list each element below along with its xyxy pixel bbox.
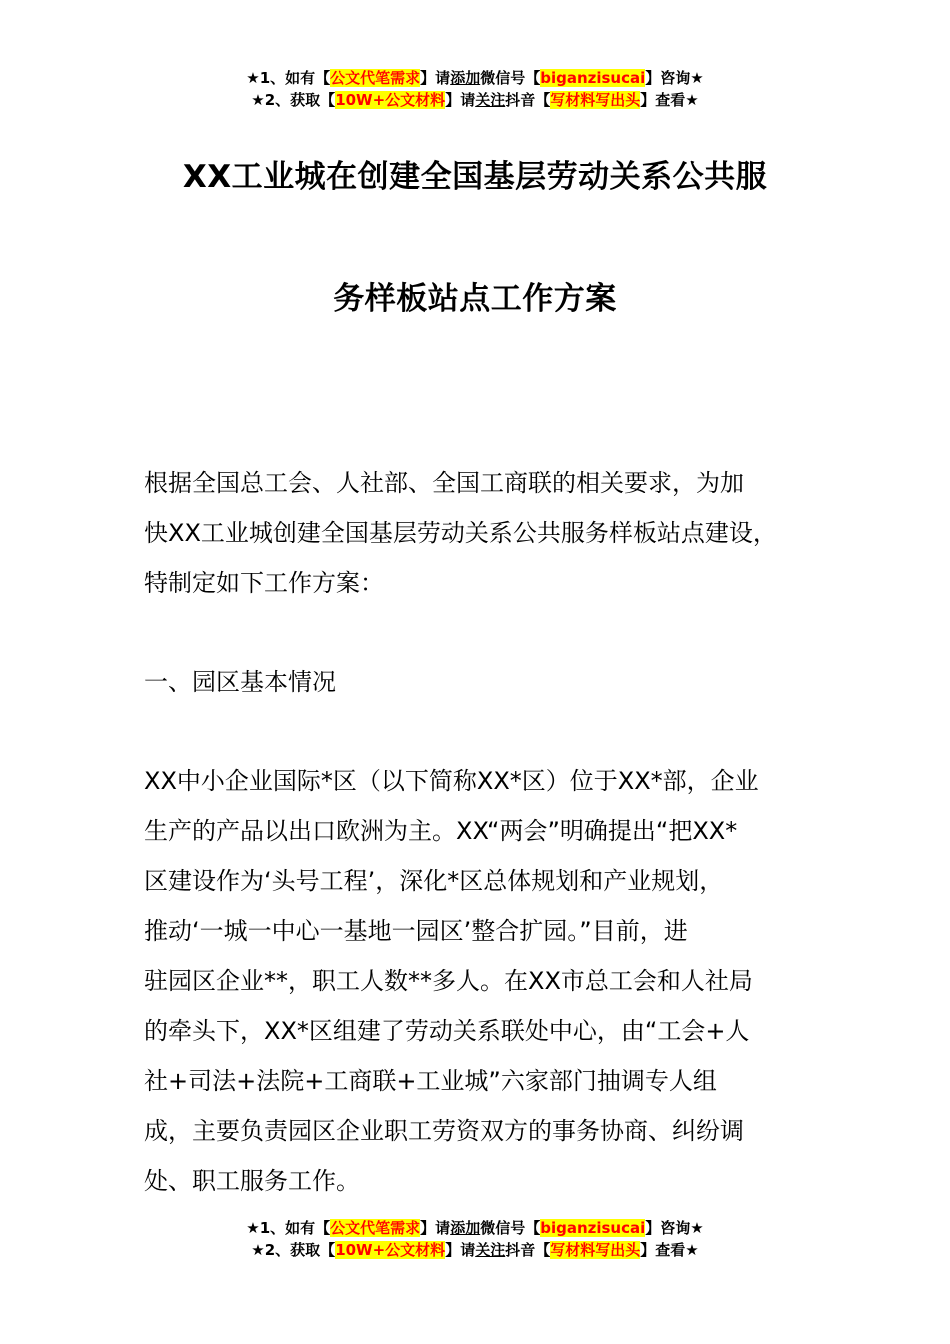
banner-emphasis: 关注: [475, 91, 506, 109]
banner-emphasis: 添加: [450, 69, 481, 87]
bottom-banner: [0, 1217, 950, 1261]
paragraph-line: 特制定如下工作方案：: [144, 569, 384, 597]
banner-line-1: [0, 67, 950, 89]
banner-line-2: [0, 89, 950, 111]
banner-highlight: 写材料写出头: [550, 91, 641, 109]
paragraph-line: 生产的产品以出口欧洲为主。XX“两会”明确提出“把XX*: [144, 817, 738, 845]
document-title-line-1: XX工业城在创建全国基层劳动关系公共服: [182, 159, 768, 195]
paragraph-line: 成，主要负责园区企业职工劳资双方的事务协商、纠纷调: [144, 1117, 744, 1145]
banner-text: ★1、如有【: [246, 69, 331, 87]
banner-text: 抖音【: [505, 1241, 551, 1259]
paragraph-line: 处、职工服务工作。: [144, 1167, 360, 1195]
banner-text: 】请: [420, 69, 451, 87]
top-banner: [0, 67, 950, 111]
document-title-line-2: 务样板站点工作方案: [333, 281, 617, 317]
banner-text: 】查看★: [640, 1241, 699, 1259]
section-heading: 一、园区基本情况: [144, 668, 336, 696]
banner-emphasis: 添加: [450, 1219, 481, 1237]
banner-text: 抖音【: [505, 91, 551, 109]
banner-highlight: 公文代笔需求: [330, 1219, 421, 1237]
banner-highlight: biganzisucai: [540, 69, 646, 87]
intro-paragraph: [144, 458, 834, 608]
banner-text: 微信号【: [480, 69, 541, 87]
banner-text: 】咨询★: [645, 1219, 704, 1237]
banner-line-1: [0, 1217, 950, 1239]
banner-text: ★2、获取【: [251, 91, 336, 109]
banner-text: 】请: [445, 1241, 476, 1259]
banner-text: 】请: [445, 91, 476, 109]
banner-highlight: biganzisucai: [540, 1219, 646, 1237]
banner-emphasis: 关注: [475, 1241, 506, 1259]
paragraph-line: 推动‘一城一中心一基地一园区’整合扩园。”目前，进: [144, 917, 688, 945]
paragraph-line: XX中小企业国际*区（以下简称XX*区）位于XX*部，企业: [144, 767, 759, 795]
paragraph-line: 快XX工业城创建全国基层劳动关系公共服务样板站点建设，: [144, 519, 777, 547]
banner-highlight: 10W+公文材料: [335, 1241, 446, 1259]
banner-text: 】咨询★: [645, 69, 704, 87]
banner-highlight: 10W+公文材料: [335, 91, 446, 109]
paragraph-line: 社+司法+法院+工商联+工业城”六家部门抽调专人组: [144, 1067, 717, 1095]
paragraph-line: 区建设作为‘头号工程’，深化*区总体规划和产业规划，: [144, 867, 724, 895]
banner-text: 】查看★: [640, 91, 699, 109]
paragraph-line: 的牵头下，XX*区组建了劳动关系联处中心，由“工会+人: [144, 1017, 750, 1045]
banner-text: ★1、如有【: [246, 1219, 331, 1237]
banner-highlight: 公文代笔需求: [330, 69, 421, 87]
section-paragraph: [144, 756, 834, 1206]
paragraph-line: 根据全国总工会、人社部、全国工商联的相关要求，为加: [144, 469, 744, 497]
paragraph-line: 驻园区企业**，职工人数**多人。在XX市总工会和人社局: [144, 967, 753, 995]
banner-highlight: 写材料写出头: [550, 1241, 641, 1259]
banner-line-2: [0, 1239, 950, 1261]
banner-text: 】请: [420, 1219, 451, 1237]
banner-text: ★2、获取【: [251, 1241, 336, 1259]
banner-text: 微信号【: [480, 1219, 541, 1237]
